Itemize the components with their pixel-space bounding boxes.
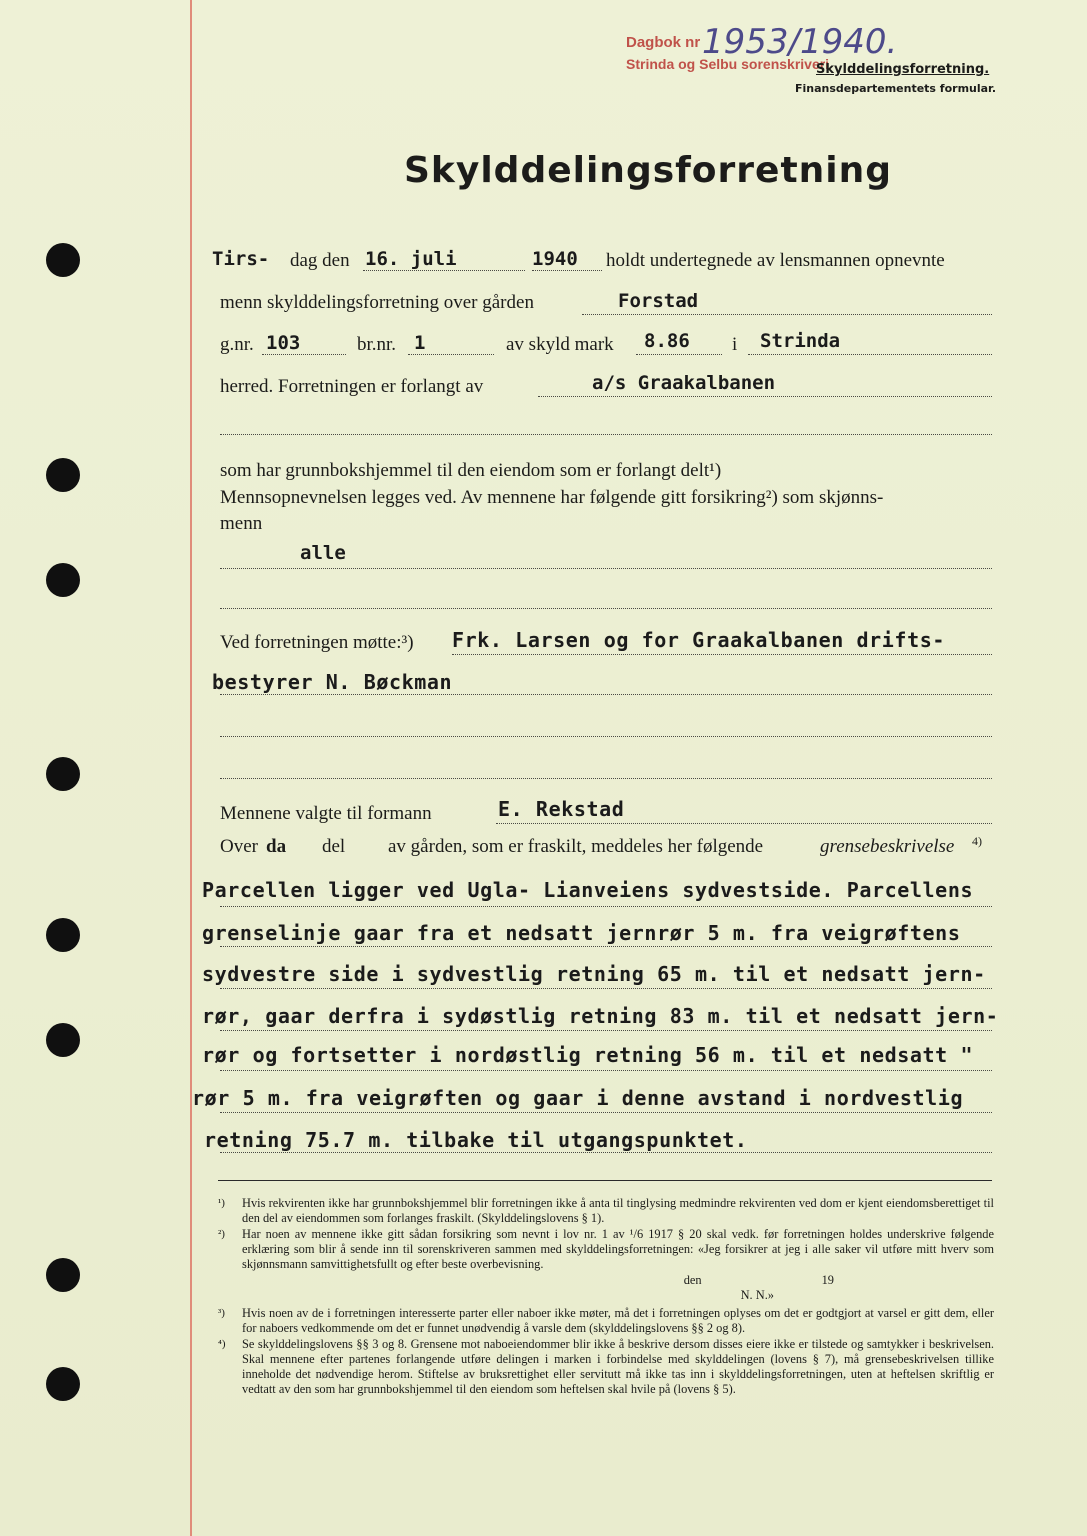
footnote-mark: ³) <box>218 1307 225 1319</box>
punch-hole <box>46 757 80 791</box>
punch-hole <box>46 918 80 952</box>
formann-value: E. Rekstad <box>498 797 625 821</box>
footnote-signature <box>218 1288 994 1303</box>
weekday-value: Tirs- <box>212 248 270 270</box>
punch-hole <box>46 1258 80 1292</box>
farm-line <box>582 314 992 315</box>
motte-label: Ved forretningen møtte:³) <box>220 632 414 653</box>
gnr-line <box>262 354 346 355</box>
description-line: rør 5 m. fra veigrøften og gaar i denne avstand i nordvestlig <box>192 1086 964 1110</box>
mennsopnevnelse-text: Mennsopnevnelsen legges ved. Av mennene har følgende gitt forsikring²) som skjønns- <box>220 487 884 508</box>
year-line <box>532 270 602 271</box>
punch-hole <box>46 1367 80 1401</box>
requester-line <box>538 396 992 397</box>
nn-signature: N. N.» <box>740 1288 774 1302</box>
formann-line <box>496 823 992 824</box>
brnr-value: 1 <box>414 332 426 354</box>
den-label: den <box>683 1273 702 1287</box>
menn-line-text: menn skylddelingsforretning over gården <box>220 292 534 313</box>
punch-hole <box>46 243 80 277</box>
grensebeskrivelse-footnote-mark: 4) <box>972 834 982 848</box>
footnote-text: Hvis rekvirenten ikke har grunnbokshjemmel blir forretningen ikke å anta til tinglysing medmindre rekvirenten ved dom er kjent eiendomsberettiget til den del av eiendommen som forlanges fraskilt. (Skylddelingslovens § 1). <box>242 1196 994 1225</box>
motte-value-line-1: Frk. Larsen og for Graakalbanen drifts- <box>452 628 945 652</box>
punch-hole <box>46 563 80 597</box>
grunnbok-text: som har grunnbokshjemmel til den eiendom som er forlangt delt¹) <box>220 460 722 481</box>
footnote-text: Hvis noen av de i forretningen interesserte parter eller naboer ikke møter, må det i forretningen oplyses om det er godtgjort at varsel er gitt dem, eller for naboers vedkommende om det er funnet unødvendig å varsle dem (skylddelingslovens §§ 2 og 8). <box>242 1306 994 1335</box>
menn-word: menn <box>220 513 263 534</box>
municipality-line <box>748 354 992 355</box>
description-rule <box>220 946 992 947</box>
footnotes <box>218 1196 994 1398</box>
description-line: Parcellen ligger ved Ugla- Lianveiens sydvestside. Parcellens <box>202 878 974 902</box>
footnote <box>218 1306 994 1336</box>
footnote-mark: ¹) <box>218 1197 225 1209</box>
skyld-value: 8.86 <box>644 330 690 352</box>
date-line <box>363 270 525 271</box>
del-label: del <box>322 836 346 857</box>
footnote <box>218 1196 994 1226</box>
footnote-separator <box>218 1180 992 1181</box>
over-label: Over <box>220 836 258 857</box>
footnote-signature-date <box>218 1273 994 1288</box>
blank-line <box>220 778 992 779</box>
forsikring-line <box>220 568 992 569</box>
footnote <box>218 1227 994 1272</box>
footnote-text: Se skylddelingslovens §§ 3 og 8. Grensene mot naboeiendommer blir ikke å beskrive dersom disses eiere ikke er tilstede og samtykker i beskrivelsen. Skal mennene efter partenes forlangende utføre delingen i marken i forbindelse med skylddelingen (lovens § 7), må grensebeskrivelsen tillike inneholde det nødvendige herom. Stiftelse av bruksrettighet eller servitutt må ikke tas inn i skylddelingsforretningen, uten at heftelsen skriftlig er vedtatt av den som har grunnbokshjemmel til den eiendom som heftelsen skal hvile på (lovens § 5). <box>242 1337 994 1396</box>
motte-line <box>220 694 992 695</box>
description-line: sydvestre side i sydvestlig retning 65 m. til et nedsatt jern- <box>202 962 986 986</box>
footnote-mark: ⁴) <box>218 1338 226 1350</box>
herred-text: herred. Forretningen er forlangt av <box>220 376 484 397</box>
forsikring-value: alle <box>300 542 346 564</box>
date-value: 16. juli <box>365 248 457 270</box>
description-line: rør og fortsetter i nordøstlig retning 56 m. til et nedsatt " <box>202 1043 974 1067</box>
description-line: grenselinje gaar fra et nedsatt jernrør 5 m. fra veigrøftens <box>202 921 961 945</box>
description-line: rør, gaar derfra i sydøstlig retning 83 m. til et nedsatt jern- <box>202 1004 999 1028</box>
footnote-text: Har noen av mennene ikke gitt sådan forsikring som nevnt i lov nr. 1 av ¹/6 1917 § 20 skal vedk. før forretningen holdes underskrive følgende erklæring som blir å sende inn til sorenskriveren sammen med skylddelingsforretningen: «Jeg forsikrer at jeg i alle saker vil utføre mitt hverv som skjønnsmann samvittighetsfullt og efter beste overbevisning. <box>242 1227 994 1271</box>
journal-stamp: Dagbok nr <box>626 34 701 51</box>
motte-value-line-2: bestyrer N. Bøckman <box>212 670 453 694</box>
i-label: i <box>732 334 738 355</box>
punch-hole <box>46 458 80 492</box>
over-value: da <box>266 836 287 857</box>
description-rule <box>220 1070 992 1071</box>
motte-line <box>452 654 992 655</box>
skyld-label: av skyld mark <box>506 334 614 355</box>
farm-value: Forstad <box>618 290 699 312</box>
description-rule <box>220 1152 992 1153</box>
formann-label: Mennene valgte til formann <box>220 803 432 824</box>
year-prefix: 19 <box>821 1273 834 1287</box>
description-rule <box>220 1030 992 1031</box>
form-source: Finansdepartementets formular. <box>795 82 997 95</box>
brnr-line <box>408 354 494 355</box>
blank-line <box>220 434 992 435</box>
skyld-line <box>636 354 722 355</box>
description-rule <box>220 906 992 907</box>
requester-value: a/s Graakalbanen <box>592 372 776 394</box>
punch-hole <box>46 1023 80 1057</box>
court-stamp: Strinda og Selbu sorenskriveri <box>626 56 830 72</box>
footnote <box>218 1337 994 1397</box>
red-margin-line <box>190 0 192 1536</box>
brnr-label: br.nr. <box>357 334 397 355</box>
gnr-value: 103 <box>266 332 301 354</box>
blank-line <box>220 608 992 609</box>
description-rule <box>220 1112 992 1113</box>
form-name: Skylddelingsforretning. <box>816 62 990 77</box>
blank-line <box>220 736 992 737</box>
municipality-value: Strinda <box>760 330 841 352</box>
dag-den-label: dag den <box>290 250 350 271</box>
handwritten-journal-number: 1953/1940. <box>702 22 898 62</box>
fraskilt-text: av gården, som er fraskilt, meddeles her følgende <box>388 836 764 857</box>
year-value: 1940 <box>532 248 578 270</box>
description-rule <box>220 988 992 989</box>
holdt-text: holdt undertegnede av lensmannen opnevnte <box>606 250 945 271</box>
gnr-label: g.nr. <box>220 334 254 355</box>
document-title: Skylddelingsforretning <box>404 150 893 191</box>
grensebeskrivelse-label: grensebeskrivelse <box>820 836 955 857</box>
description-line: retning 75.7 m. tilbake til utgangspunktet. <box>204 1128 748 1152</box>
footnote-mark: ²) <box>218 1228 225 1240</box>
